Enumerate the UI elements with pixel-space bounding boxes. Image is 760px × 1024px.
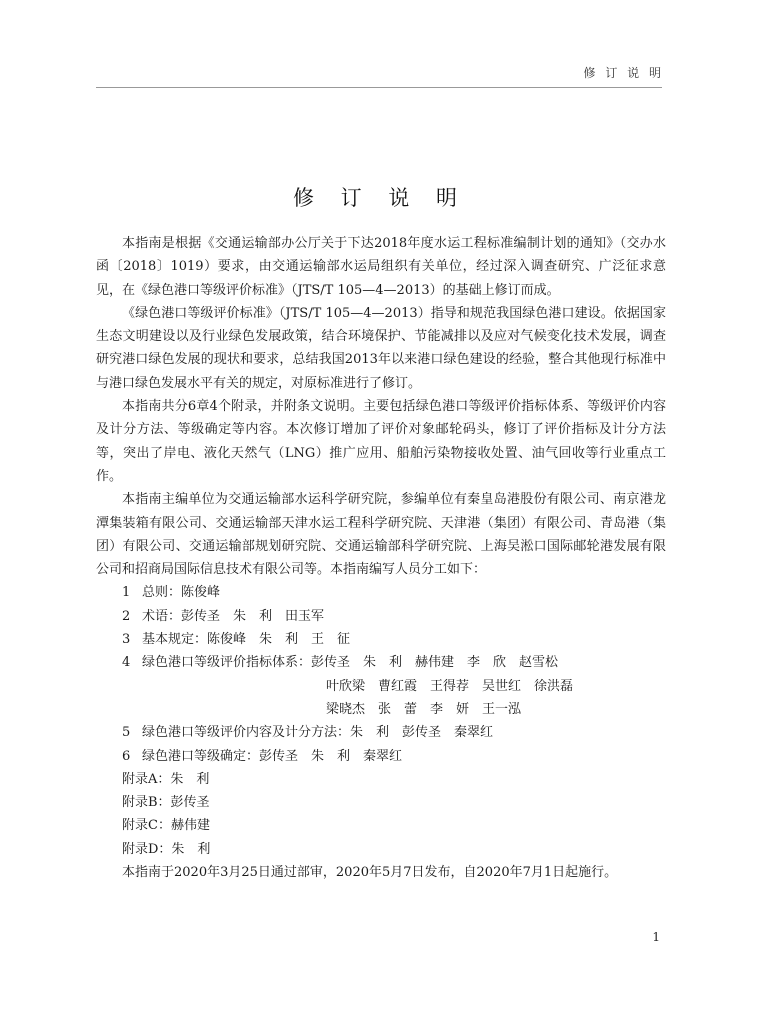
header-rule [96, 87, 662, 88]
author-list [96, 581, 666, 861]
body-text [96, 232, 666, 884]
paragraph-2: 《绿色港口等级评价标准》（JTS/T 105—4—2013）指导和规范我国绿色港口建设。依据国家生态文明建设以及行业绿色发展政策，结合环境保护、节能减排以及应对气候变化技术发展，调查研究港口绿色发展的现状和要求，总结我国2013年以来港口绿色建设的经验，整合其他现行标准中与港口绿色发展水平有关的规定，对原标准进行了修订。 [96, 305, 666, 391]
author-line [96, 651, 666, 674]
appendix-line [96, 768, 666, 791]
author-line [96, 721, 666, 744]
author-text: 叶欣梁 曹红霞 王得荐 吴世红 徐洪磊 [326, 678, 574, 694]
author-line [96, 745, 666, 768]
page-title: 修 订 说 明 [292, 186, 468, 210]
author-text: 绿色港口等级确定：彭传圣 朱 利 秦翠红 [142, 748, 403, 764]
author-text: 基本规定：陈俊峰 朱 利 王 征 [142, 632, 351, 648]
author-line-continued [96, 675, 666, 698]
appendix-line [96, 791, 666, 814]
chapter-number: 3 [122, 632, 131, 648]
appendix-text: 附录D：朱 利 [122, 841, 211, 857]
running-header: 修 订 说 明 [583, 66, 664, 80]
appendix-line [96, 838, 666, 861]
author-line [96, 605, 666, 628]
paragraph-3: 本指南共分6章4个附录，并附条文说明。主要包括绿色港口等级评价指标体系、等级评价内容及计分方法、等级确定等内容。本次修订增加了评价对象邮轮码头，修订了评价指标及计分方法等，突出了岸电、液化天然气（LNG）推广应用、船舶污染物接收处置、油气回收等行业重点工作。 [96, 399, 666, 484]
chapter-number: 4 [122, 655, 131, 671]
chapter-number: 6 [122, 748, 131, 764]
page-number: 1 [652, 930, 660, 944]
paragraph-1: 本指南是根据《交通运输部办公厅关于下达2018年度水运工程标准编制计划的通知》（交办水函〔2018〕1019）要求，由交通运输部水运局组织有关单位，经过深入调查研究、广泛征求意见，在《绿色港口等级评价标准》（JTS/T 105—4—2013）的基础上修订而成。 [96, 236, 666, 298]
chapter-number: 5 [122, 725, 131, 741]
appendix-text: 附录B：彭传圣 [122, 795, 210, 811]
appendix-text: 附录A：朱 利 [122, 771, 210, 787]
closing-paragraph: 本指南于2020年3月25日通过部审，2020年5月7日发布，自2020年7月1日起施行。 [122, 865, 618, 881]
author-text: 术语：彭传圣 朱 利 田玉军 [142, 608, 325, 624]
author-text: 绿色港口等级评价内容及计分方法：朱 利 彭传圣 秦翠红 [142, 725, 494, 741]
author-line [96, 581, 666, 604]
chapter-number: 2 [122, 608, 131, 624]
author-text: 绿色港口等级评价指标体系：彭传圣 朱 利 赫伟建 李 欣 赵雪松 [142, 655, 559, 671]
author-line-continued [96, 698, 666, 721]
author-text: 梁晓杰 张 蕾 李 妍 王一泓 [326, 701, 522, 717]
chapter-number: 1 [122, 585, 131, 601]
paragraph-4: 本指南主编单位为交通运输部水运科学研究院，参编单位有秦皇岛港股份有限公司、南京港龙潭集装箱有限公司、交通运输部天津水运工程科学研究院、天津港（集团）有限公司、青岛港（集团）有限公司、交通运输部规划研究院、交通运输部科学研究院、上海吴淞口国际邮轮港发展有限公司和招商局国际信息技术有限公司等。本指南编写人员分工如下： [96, 492, 666, 578]
appendix-text: 附录C：赫伟建 [122, 818, 210, 834]
author-line [96, 628, 666, 651]
author-text: 总则：陈俊峰 [142, 585, 221, 601]
appendix-line [96, 814, 666, 837]
